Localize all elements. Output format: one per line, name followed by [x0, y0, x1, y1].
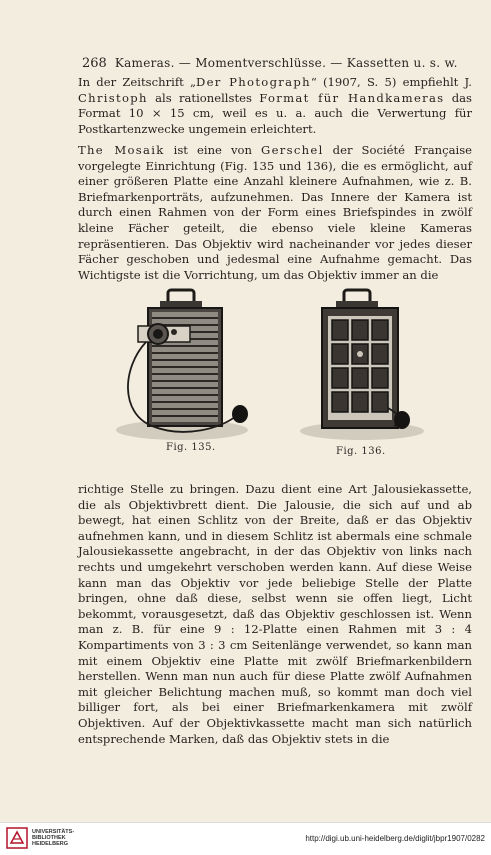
format-phrase: Format für Handkameras: [259, 90, 445, 105]
p1-text-b: “ (1907, S. 5) empfiehlt J.: [310, 75, 472, 89]
p1-text-a: In der Zeitschrift „: [78, 75, 197, 89]
figure-135-jalousie-camera: [112, 288, 252, 443]
logo-line-2: BIBLIOTHEK: [32, 835, 66, 841]
library-name: [32, 829, 74, 847]
logo-line-1: UNIVERSITÄTS-: [32, 829, 75, 835]
p2-text-a: ist eine von: [164, 143, 262, 157]
running-title: Kameras. — Momentverschlüsse. — Kassetten u. s. w.: [114, 56, 458, 70]
figure-area: [112, 288, 442, 448]
p1-text-d: das Format 10 × 15 cm, weil es u. a. auch die Verwertung für Postkartenzwecke ungemein erleichtert.: [78, 90, 473, 136]
p1-text-c: als rationellstes: [147, 90, 260, 105]
library-logo[interactable]: [6, 827, 74, 849]
figure-136-grid-camera: [298, 288, 428, 443]
caption-fig-136: Fig. 136.: [336, 446, 386, 457]
inventor-name-gerschel: Gerschel: [261, 143, 324, 157]
journal-name: Der Photograph: [196, 75, 311, 89]
logo-line-3: HEIDELBERG: [32, 841, 69, 847]
p2-text-b: der Société Française vorgelegte Einrichtung (Fig. 135 und 136), die es ermöglicht, auf einer größeren Platte eine Anzahl kleinere Aufnahmen, wie z. B. Briefmarkenporträts, aufzunehmen. Das Innere der Kamera ist durch einen Rahmen von der Form eines Briefspindes in zwölf kleine Fächer geteilt, die ebenso viele kleine Kameras repräsentieren. Das Objektiv wird nacheinander vor jedes dieser Fächer geschoben und jedesmal eine Aufnahme gemacht. Das Wichtigste ist die Vorrichtung, um das Objektiv immer an die: [78, 143, 472, 282]
paragraph-mosaik: [78, 143, 472, 283]
author-name-christoph: Christoph: [78, 90, 148, 105]
paragraph-format-recommendation: [78, 75, 472, 137]
mosaik-term: The Mosaik: [78, 143, 165, 157]
running-header: [82, 56, 458, 71]
page-number: 268: [82, 56, 107, 71]
footer-bar: [0, 822, 491, 855]
paragraph-jalousie: richtige Stelle zu bringen. Dazu dient eine Art Jalousiekassette, die als Objektivbrett dient. Die Jalousie, die sich auf und ab bewegt, hat einen Schlitz von der Breite, daß er das Objektiv aufnehmen kann, und in diesem Schlitz ist abermals eine schmale Jalousiekassette angebracht, in der das Objektiv von links nach rechts und umgekehrt verschoben werden kann. Auf diese Weise kann man das Objektiv vor jede beliebige Stelle der Platte bringen, ohne daß diese, selbst wenn sie offen liegt, Licht bekommt, vorausgesetzt, daß das Objektiv geschlossen ist. Wenn man z. B. für eine 9 : 12-Platte einen Rahmen mit 3 : 4 Kompartiments von 3 : 3 cm Seitenlänge verwendet, so kann man mit einem Objektiv eine Platte mit zwölf Briefmarkenbildern herstellen. Wenn man nun auch für diese Platte zwölf Aufnahmen mit gleicher Belichtung machen muß, so kommt man doch viel billiger fort, als bei einer Briefmarkenkamera mit zwölf Objektiven. Auf der Objektivkassette macht man sich natürlich entsprechende Marken, daß das Objektiv stets in die: [78, 482, 472, 746]
source-url-link[interactable]: http://digi.ub.uni-heidelberg.de/diglit/jbpr1907/0282: [305, 834, 485, 843]
library-seal-icon: [6, 827, 28, 849]
caption-fig-135: Fig. 135.: [166, 442, 216, 453]
